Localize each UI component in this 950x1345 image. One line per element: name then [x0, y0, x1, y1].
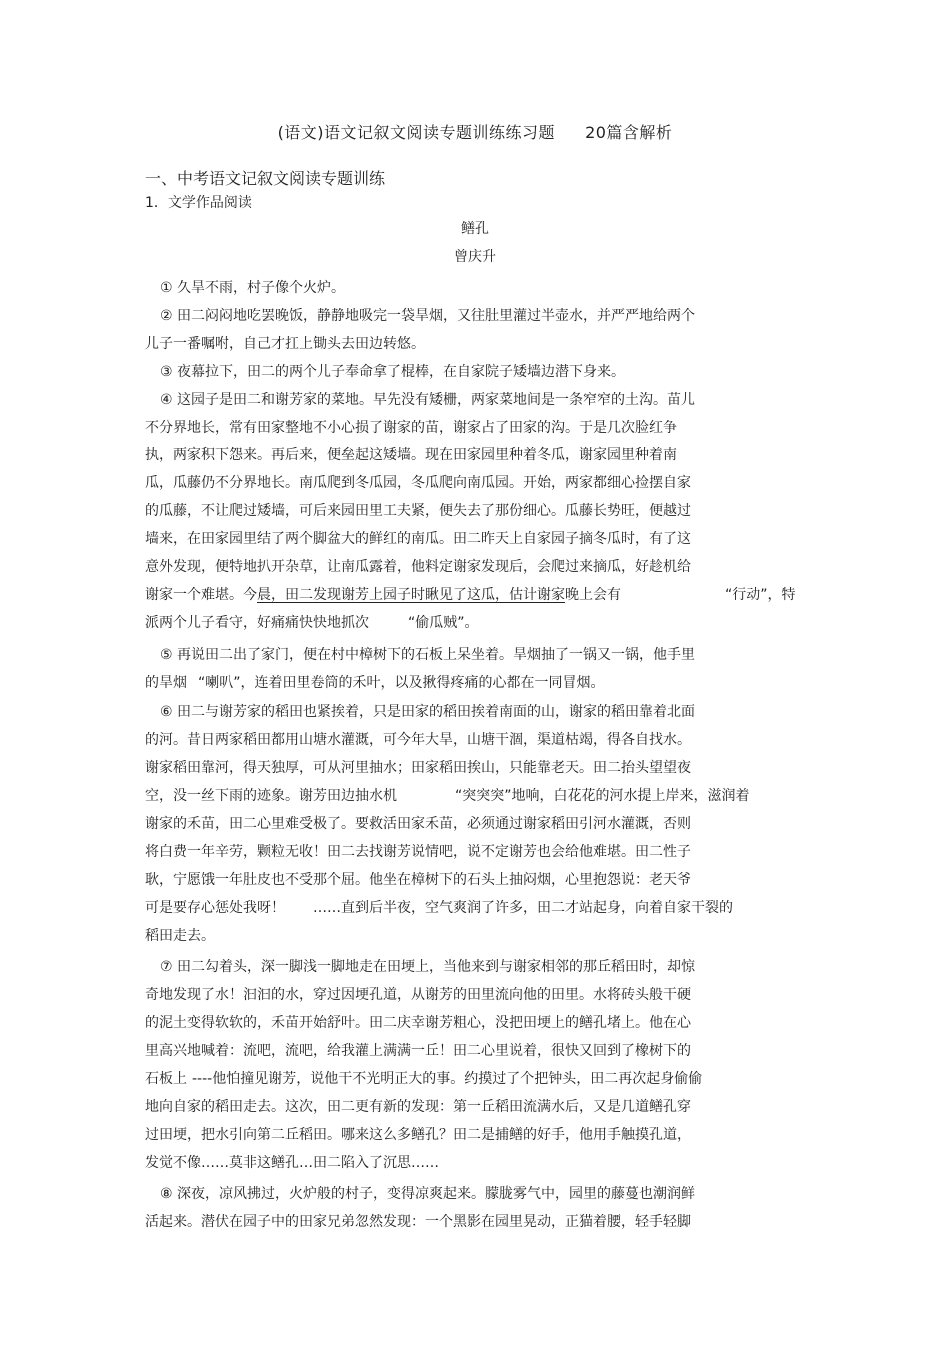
paragraph-line: 石板上: [145, 1071, 187, 1087]
paragraph-line: 的瓜藤，不让爬过矮墙，可后来园田里工夫紧，便失去了那份细心。瓜藤长势旺，便越过: [145, 503, 691, 519]
paragraph-line: ⑤ 再说田二出了家门，便在村中樟树下的石板上呆坐着。旱烟抽了一锅又一锅，他手里: [160, 647, 695, 663]
document-title: [0, 120, 950, 143]
paragraph-line: ② 田二闷闷地吃罢晚饭，静静地吸完一袋旱烟，又往肚里灌过半壶水，并严严地给两个: [160, 308, 695, 324]
paragraph-line: ⑦ 田二勾着头，深一脚浅一脚地走在田埂上，当他来到与谢家相邻的那丘稻田时，却惊: [160, 959, 695, 975]
paragraph-line: 空，没一丝下雨的迹象。谢芳田边抽水机: [145, 788, 397, 804]
underlined-text: 晨，田二发现谢芳上园子时瞅见了这瓜，估计谢家: [257, 587, 565, 603]
line-segment: “行动”，特: [725, 587, 796, 603]
line-segment: “偷瓜贼”。: [408, 615, 479, 631]
line-segment: ……直到后半夜，空气爽润了许多，田二才站起身，向着自家干裂的: [313, 900, 733, 916]
title-main: (语文)语文记叙文阅读专题训练练习题: [277, 123, 556, 142]
story-author: 曾庆升: [454, 249, 496, 265]
line-segment: “喇叭”，连着田里卷筒的禾叶，以及揪得疼痛的心都在一同冒烟。: [198, 675, 605, 691]
paragraph-line: ① 久旱不雨，村子像个火炉。: [160, 280, 346, 296]
paragraph-line: 儿子一番嘱咐，自己才扛上锄头去田边转悠。: [145, 336, 425, 352]
line-segment: 晚上会有: [565, 587, 621, 603]
line-segment: 发觉不像: [145, 1155, 201, 1171]
section-heading: 一、中考语文记叙文阅读专题训练: [145, 169, 386, 188]
paragraph-line: 的河。昔日两家稻田都用山塘水灌溉，可今年大旱，山塘干涸，渠道枯竭，得各自找水。: [145, 732, 691, 748]
paragraph-line: 墙来，在田家园里结了两个脚盆大的鲜红的南瓜。田二昨天上自家园子摘冬瓜时，有了这: [145, 531, 691, 547]
paragraph-line: ⑧ 深夜，凉风拂过，火炉般的村子，变得凉爽起来。朦胧雾气中，园里的藤蔓也潮润鲜: [160, 1186, 695, 1202]
paragraph-line: 将白费一年辛劳，颗粒无收！田二去找谢芳说情吧，说不定谢芳也会给他难堪。田二性子: [145, 844, 691, 860]
paragraph-line: 谢家的禾苗，田二心里难受极了。要救活田家禾苗，必须通过谢家稻田引河水灌溉，否则: [145, 816, 691, 832]
paragraph-line: 的泥土变得软软的，禾苗开始舒叶。田二庆幸谢芳粗心，没把田埂上的鳝孔堵上。他在心: [145, 1015, 691, 1031]
line-segment: …田二陷入了沉思: [299, 1155, 411, 1171]
story-title: 鳝孔: [461, 221, 489, 237]
line-segment: ……莫非这鳝孔: [201, 1155, 299, 1171]
paragraph-line: 意外发现，便特地扒开杂草，让南瓜露着，他料定谢家发现后，会爬过来摘瓜，好趁机给: [145, 559, 691, 575]
paragraph-line: 耿，宁愿饿一年肚皮也不受那个屈。他坐在樟树下的石头上抽闷烟，心里抱怨说：老天爷: [145, 872, 691, 888]
paragraph-line: 谢家稻田靠河，得天独厚，可从河里抽水；田家稻田挨山，只能靠老天。田二抬头望望夜: [145, 760, 691, 776]
paragraph-line: [145, 584, 621, 604]
paragraph-line: 活起来。潜伏在园子中的田家兄弟忽然发现：一个黑影在园里晃动，正猫着腰，轻手轻脚: [145, 1214, 691, 1230]
paragraph-line: 稻田走去。: [145, 928, 215, 944]
title-suffix: 20篇含解析: [585, 123, 673, 142]
paragraph-line: 的旱烟: [145, 675, 187, 691]
paragraph-line: 执，两家积下怨来。再后来，便垒起这矮墙。现在田家园里种着冬瓜，谢家园里种着南: [145, 447, 677, 463]
paragraph-line: 不分界地长，常有田家整地不小心损了谢家的苗，谢家占了田家的沟。于是几次脸红争: [145, 420, 677, 436]
line-segment: 谢家一个难堪。今: [145, 587, 257, 603]
question-label: 1．文学作品阅读: [145, 195, 252, 211]
line-segment: “突突突”地响，白花花的河水提上岸来，滋润着: [455, 788, 750, 804]
paragraph-line: 瓜，瓜藤仍不分界地长。南瓜爬到冬瓜园，冬瓜爬向南瓜园。开始，两家都细心捡摆自家: [145, 475, 691, 491]
paragraph-line: ④ 这园子是田二和谢芳家的菜地。早先没有矮栅，两家菜地间是一条窄窄的土沟。苗儿: [160, 392, 695, 408]
paragraph-line: ③ 夜幕拉下，田二的两个儿子奉命拿了棍棒，在自家院子矮墙边潜下身来。: [160, 364, 625, 380]
paragraph-line: 地向自家的稻田走去。这次，田二更有新的发现：第一丘稻田流满水后，又是几道鳝孔穿: [145, 1099, 691, 1115]
paragraph-line: 里高兴地喊着：流吧，流吧，给我灌上满满一丘！田二心里说着，很快又回到了橡树下的: [145, 1043, 691, 1059]
paragraph-line: [145, 1152, 439, 1172]
paragraph-line: 派两个儿子看守，好痛痛快快地抓次: [145, 615, 369, 631]
paragraph-line: 过田埂，把水引向第二丘稻田。哪来这么多鳝孔？田二是捕鳝的好手，他用手触摸孔道，: [145, 1127, 691, 1143]
paragraph-line: 奇地发现了水！汩汩的水，穿过因埂孔道，从谢芳的田里流向他的田里。水将砖头般干硬: [145, 987, 691, 1003]
paragraph-line: ⑥ 田二与谢芳家的稻田也紧挨着，只是田家的稻田挨着南面的山，谢家的稻田靠着北面: [160, 704, 695, 720]
line-segment: ----他怕撞见谢芳，说他干不光明正大的事。约摸过了个把钟头，田二再次起身偷偷: [192, 1071, 703, 1087]
paragraph-line: 可是要存心惩处我呀！: [145, 900, 285, 916]
line-segment: ……: [411, 1155, 439, 1171]
